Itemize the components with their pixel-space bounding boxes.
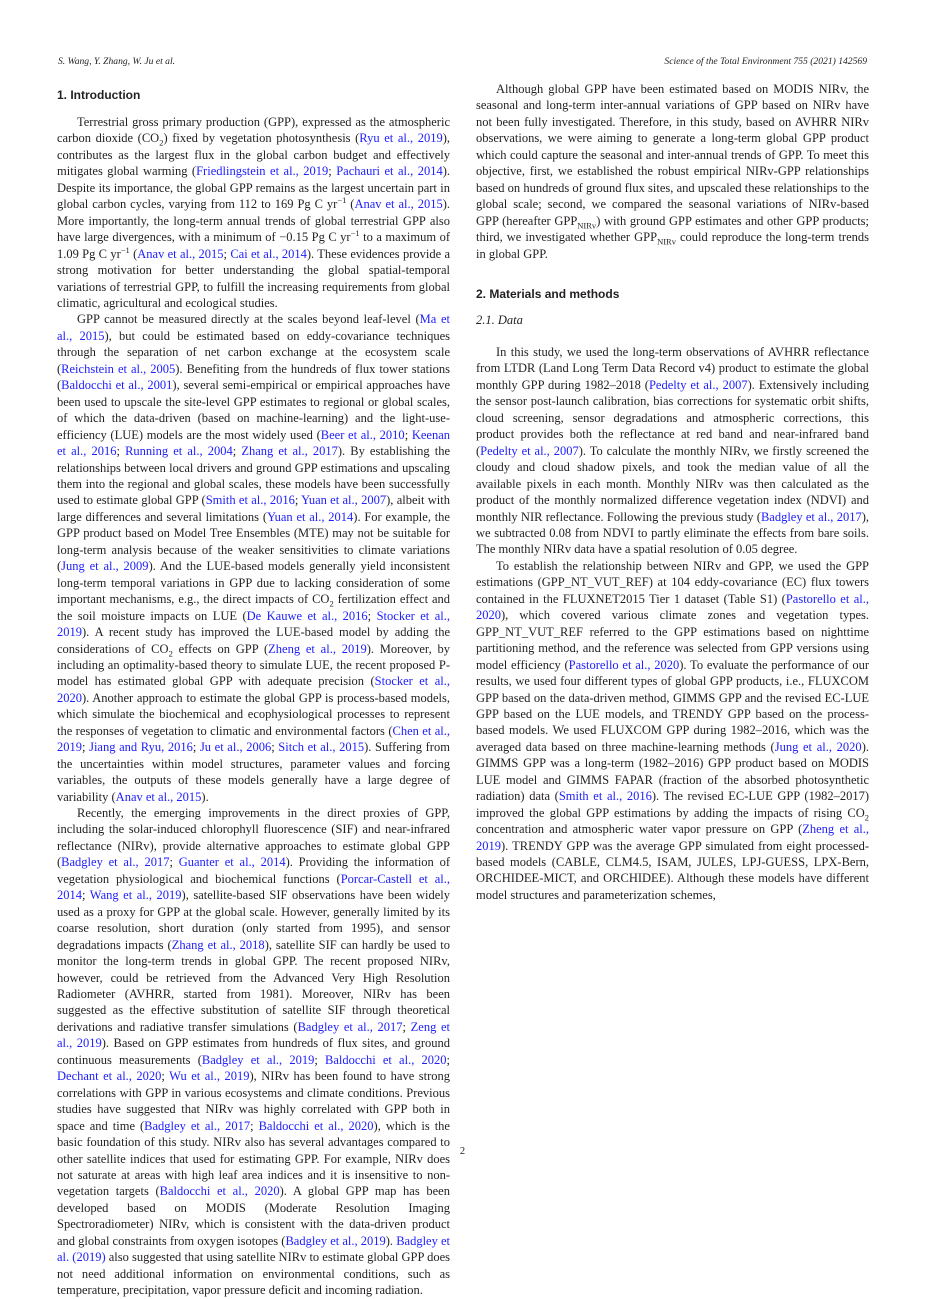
text-run: ; bbox=[82, 740, 90, 755]
citation-link[interactable]: Zhang et al., 2018 bbox=[171, 937, 265, 952]
text-run: ; bbox=[314, 1052, 326, 1067]
text-run: Although global GPP have been estimated based on MODIS NIRv, the seasonal and long-term inter-annual variations of GPP based on NIRv have not been fully investigated. Therefore, in this study, based on AVHRR NIRv observations, we were aiming to generate a long-term global GPP product which could capture the seasonal and inter-annual trends of GPP. To meet this objective, first, we established the robust empirical NIRv-GPP relationships based on hundreds of ground flux sites, and upscaled these relationships to the global scale; second, we compared the seasonal variations of NIRv-based GPP (hereafter GPP bbox=[476, 82, 869, 228]
citation-link[interactable]: Zhang et al., 2017 bbox=[241, 444, 338, 459]
citation-link[interactable]: Zeng et al., 2019 bbox=[57, 1019, 450, 1051]
citation-link[interactable]: Anav et al., 2015 bbox=[137, 246, 224, 261]
citation-link[interactable]: Badgley et al., 2017 bbox=[144, 1118, 251, 1133]
citation-link[interactable]: Anav et al., 2015 bbox=[354, 197, 443, 212]
citation-link[interactable]: Badgley et al. (2019) bbox=[57, 1233, 450, 1265]
text-run: ), which is the basic foundation of this study. NIRv also has several advantages compared to other satellite indices that used for estimating GPP. For example, NIRv does not saturate at areas with high leaf area indices and it is insensitive to non-vegetation targets ( bbox=[57, 1118, 450, 1199]
page-number: 2 bbox=[459, 1146, 466, 1157]
citation-link[interactable]: Stocker et al., 2020 bbox=[57, 674, 450, 705]
citation-link[interactable]: Cai et al., 2014 bbox=[230, 246, 307, 261]
text-run: ). bbox=[201, 789, 209, 804]
citation-link[interactable]: Baldocchi et al., 2020 bbox=[159, 1184, 280, 1199]
text-run: ). Moreover, by including an optimality-based theory to simulate LUE, the recent proposed P-model has estimated global GPP with adequate precision ( bbox=[57, 641, 450, 689]
subscript: 2 bbox=[168, 648, 173, 658]
citation-link[interactable]: Wu et al., 2019 bbox=[169, 1069, 250, 1084]
citation-link[interactable]: Smith et al., 2016 bbox=[205, 493, 295, 508]
citation-link[interactable]: Friedlingstein et al., 2019 bbox=[196, 164, 329, 179]
citation-link[interactable]: Ryu et al., 2019 bbox=[359, 131, 443, 146]
citation-link[interactable]: Pedelty et al., 2007 bbox=[480, 443, 579, 458]
subscript: 2 bbox=[329, 598, 334, 609]
paragraph bbox=[57, 114, 450, 311]
text-run: ; bbox=[402, 1019, 411, 1034]
citation-link[interactable]: Yuan et al., 2014 bbox=[266, 509, 354, 524]
text-run: ; bbox=[328, 164, 337, 179]
citation-link[interactable]: Sitch et al., 2015 bbox=[278, 740, 365, 755]
citation-link[interactable]: Chen et al., 2019 bbox=[57, 723, 450, 755]
text-run: ( bbox=[346, 197, 355, 212]
paragraph bbox=[57, 311, 450, 805]
text-run: ; bbox=[116, 444, 126, 459]
citation-link[interactable]: Baldocchi et al., 2020 bbox=[325, 1052, 447, 1067]
superscript: −1 bbox=[350, 228, 360, 239]
paragraph bbox=[476, 344, 869, 558]
text-run: ; bbox=[223, 246, 231, 261]
citation-link[interactable]: Badgley et al., 2017 bbox=[760, 509, 862, 524]
text-run: ; bbox=[192, 740, 200, 755]
citation-link[interactable]: Ju et al., 2006 bbox=[199, 740, 272, 755]
citation-link[interactable]: Badgley et al., 2017 bbox=[297, 1019, 403, 1034]
text-run: ; bbox=[250, 1118, 259, 1133]
text-run: could reproduce the long-term trends in global GPP. bbox=[476, 230, 869, 261]
text-run: ; bbox=[82, 888, 90, 903]
text-run: ). Providing the information of vegetation physiological and biochemical functions ( bbox=[57, 855, 450, 886]
citation-link[interactable]: Badgley et al., 2017 bbox=[61, 855, 170, 870]
text-run: To establish the relationship between NIRv and GPP, we used the GPP estimations (GPP_NT_VUT_REF) at 104 eddy-covariance (EC) flux towers contained in the FLUXNET2015 Tier 1 dataset (Table S1) ( bbox=[476, 558, 869, 606]
text-run: ), satellite-based SIF observations have been widely used as a proxy for GPP at the global scale. However, generally limited by its coarse resolution, short duration (only started from 1995), and sensor degradations impacts ( bbox=[57, 888, 451, 952]
text-run: ). Despite its importance, the global GPP remains as the largest uncertain part in global carbon cycles, varying from 112 to 169 Pg C yr bbox=[57, 164, 450, 212]
citation-link[interactable]: Wang et al., 2019 bbox=[89, 888, 182, 903]
text-run: ). bbox=[385, 1233, 397, 1248]
superscript: −1 bbox=[337, 195, 347, 206]
text-run: ), but could be estimated based on eddy-covariance techniques through the separation of net carbon exchange at the ecosystem scale ( bbox=[57, 328, 450, 376]
citation-link[interactable]: Baldocchi et al., 2001 bbox=[61, 378, 173, 393]
text-run: ). Benefiting from the hundreds of flux tower stations ( bbox=[57, 361, 450, 393]
citation-link[interactable]: Keenan et al., 2016 bbox=[57, 427, 451, 459]
citation-link[interactable]: Stocker et al., 2019 bbox=[57, 608, 450, 640]
citation-link[interactable]: Zheng et al., 2019 bbox=[268, 641, 367, 656]
citation-link[interactable]: Zheng et al., 2019 bbox=[476, 822, 869, 853]
text-run: ). A global GPP map has been developed based on MODIS (Moderate Resolution Imaging Spectroradiometer) NIRv, which is consistent with the data-driven product and global constraints from oxygen isotopes ( bbox=[57, 1184, 450, 1248]
left-column bbox=[57, 87, 450, 1299]
text-run: ; bbox=[169, 855, 179, 870]
text-run: ). The revised EC-LUE GPP (1982–2017) improved the global GPP estimations by adding the impacts of rising CO bbox=[476, 789, 869, 820]
text-run: ). GIMMS GPP was a long-term (1982–2016) GPP product based on MODIS LUE model and GIMMS FAPAR (fraction of the absorbed photosynthetic radiation) data ( bbox=[476, 739, 869, 804]
text-run: ). Based on GPP estimates from hundreds of flux sites, and ground continuous measurements ( bbox=[57, 1036, 450, 1067]
text-run: also suggested that using satellite NIRv to estimate global GPP does not need additional information on environmental conditions, such as temperature, precipitation, vapor pressure deficit and incoming radiation. bbox=[57, 1250, 450, 1298]
text-run: ) with ground GPP estimates and other GPP products; third, we investigated whether GPP bbox=[476, 213, 869, 245]
citation-link[interactable]: Dechant et al., 2020 bbox=[57, 1069, 162, 1084]
subscript: NIRv bbox=[657, 236, 676, 247]
citation-link[interactable]: Pastorello et al., 2020 bbox=[568, 657, 680, 672]
text-run: ; bbox=[446, 1052, 450, 1067]
text-run: ), albeit with large differences and several limitations ( bbox=[57, 493, 450, 524]
subscript: 2 bbox=[159, 137, 164, 148]
text-run: ; bbox=[161, 1069, 170, 1084]
text-run: effects on GPP ( bbox=[172, 641, 269, 656]
text-run: ), satellite SIF can hardly be used to monitor the long-term trends in global GPP. The recent proposed NIRv, however, could be retrieved from the Advanced Very High Resolution Radiometer (AVHRR, started from 1981). Moreover, NIRv has been suggested as the effective substitution of satellite SIF through theoretical derivations and radiative transfer simulations ( bbox=[57, 937, 450, 1034]
text-run: ; bbox=[271, 740, 279, 755]
paragraph bbox=[476, 558, 869, 904]
text-run: ; bbox=[294, 493, 302, 508]
text-run: ; bbox=[404, 427, 412, 442]
text-run: ; bbox=[367, 608, 377, 623]
subsection-heading-data: 2.1. Data bbox=[476, 312, 523, 327]
citation-link[interactable]: Running et al., 2004 bbox=[125, 444, 233, 459]
citation-link[interactable]: Pachauri et al., 2014 bbox=[336, 164, 443, 179]
citation-link[interactable]: Jung et al., 2009 bbox=[61, 559, 149, 574]
citation-link[interactable]: Badgley et al., 2019 bbox=[285, 1233, 386, 1248]
text-run: ). To evaluate the performance of our results, we used four different types of global GPP products, i.e., FLUXCOM GPP based on the data-driven method, GIMMS GPP and the revised EC-LUE GPP based on the LUE models, and TRENDY GPP based on the process-based models. We used FLUXCOM GPP during 1982–2016, which was the averaged data based on three machine-learning methods ( bbox=[476, 657, 869, 754]
text-run: to a maximum of 1.09 Pg C yr bbox=[57, 230, 451, 261]
text-run: fertilization effect and the soil moisture impacts on LUE ( bbox=[57, 592, 451, 623]
text-run: Recently, the emerging improvements in the direct proxies of GPP, including the solar-induced chlorophyll fluorescence (SIF) and near-infrared reflectance (NIRv), provide alternative approaches to estimate global GPP ( bbox=[57, 806, 450, 870]
text-run: ), several semi-empirical or empirical approaches have been used to upscale the site-level GPP estimates to regional or global scales, of which the data-driven (based on machine-learning) and the light-use-efficiency (LUE) models are the most widely used ( bbox=[57, 378, 450, 442]
text-run: ( bbox=[129, 246, 138, 261]
citation-link[interactable]: Pastorello et al., 2020 bbox=[476, 591, 870, 623]
citation-link[interactable]: Reichstein et al., 2005 bbox=[61, 361, 176, 376]
citation-link[interactable]: Smith et al., 2016 bbox=[558, 789, 652, 804]
citation-link[interactable]: Jiang and Ryu, 2016 bbox=[89, 740, 193, 755]
text-run: ). By establishing the relationships between local drivers and ground GPP estimations and upscaling them into the regional and global scales, these models have been successfully used to estimate global GPP ( bbox=[57, 444, 450, 508]
text-run: ), we subtracted 0.08 from NDVI to partly eliminate the effects from bare soils. The monthly NIRv data have a spatial resolution of 0.05 degree. bbox=[476, 509, 869, 557]
citation-link[interactable]: Porcar-Castell et al., 2014 bbox=[57, 871, 451, 903]
text-run: ). More importantly, the long-term annual trends of global terrestrial GPP also have large divergences, with a minimum of −0.15 Pg C yr bbox=[57, 197, 450, 245]
citation-link[interactable]: Yuan et al., 2007 bbox=[301, 493, 387, 508]
text-run: ). A recent study has improved the LUE-based model by adding the considerations of CO bbox=[57, 625, 450, 656]
paragraph bbox=[57, 805, 450, 1299]
text-run: ) fixed by vegetation photosynthesis ( bbox=[163, 131, 360, 146]
text-run: Terrestrial gross primary production (GPP), expressed as the atmospheric carbon dioxide (CO bbox=[57, 115, 450, 146]
running-header-journal: Science of the Total Environment 755 (2021) 142569 bbox=[664, 56, 867, 67]
citation-link[interactable]: De Kauwe et al., 2016 bbox=[246, 608, 368, 623]
paragraph-continuation bbox=[476, 81, 869, 262]
subscript: 2 bbox=[864, 812, 869, 823]
section-heading-materials-methods: 2. Materials and methods bbox=[476, 286, 620, 301]
citation-link[interactable]: Ma et al., 2015 bbox=[57, 312, 450, 343]
text-run: ). These evidences provide a strong motivation for better understanding the global spatial-temporal variations of terrestrial GPP, to fulfill the increasing requirements from global climatic, agricultural and ecological studies. bbox=[57, 246, 450, 310]
text-run: ), contributes as the largest flux in the global carbon budget and effectively mitigates global warming ( bbox=[57, 131, 450, 179]
citation-link[interactable]: Guanter et al., 2014 bbox=[178, 855, 286, 870]
subscript: NIRv bbox=[577, 220, 597, 231]
superscript: −1 bbox=[120, 244, 130, 255]
citation-link[interactable]: Badgley et al., 2019 bbox=[201, 1052, 315, 1067]
section-heading-introduction: 1. Introduction bbox=[57, 88, 141, 102]
running-header-authors: S. Wang, Y. Zhang, W. Ju et al. bbox=[58, 56, 176, 67]
text-run: ; bbox=[232, 444, 242, 459]
text-run: ). Another approach to estimate the global GPP is process-based models, which simulate the biochemical and ecophysiological processes to represent the responses of vegetation to climatic and environmental factors ( bbox=[57, 690, 450, 738]
right-column bbox=[476, 81, 869, 903]
text-run: In this study, we used the long-term observations of AVHRR reflectance from LTDR (Land Long Term Data Record v4) product to estimate the global monthly GPP during 1982–2018 ( bbox=[476, 344, 869, 392]
text-run: ). Extensively including the sensor post-launch calibration, bias corrections for systematic orbit shifts, cloud screening, sensor degradations and atmospheric corrections, this product provides both the reflectance at red band and near-infrared band ( bbox=[476, 377, 869, 458]
citation-link[interactable]: Baldocchi et al., 2020 bbox=[258, 1118, 374, 1133]
citation-link[interactable]: Pedelty et al., 2007 bbox=[648, 377, 748, 392]
text-run: ). To calculate the monthly NIRv, we firstly screened the cloudy and cloud shadow pixels, and took the median value of all the available pixels in each month. Monthly NIRv was then calculated as the product of the monthly normalized difference vegetation index (NDVI) and monthly NIR reflectance. Following the previous study ( bbox=[476, 443, 869, 524]
citation-link[interactable]: Beer et al., 2010 bbox=[320, 427, 405, 442]
text-run: ). For example, the GPP product based on Model Tree Ensembles (MTE) may not be suitable for long-term analysis because of the weaker sensitivities to climate variations ( bbox=[57, 509, 450, 574]
text-run: concentration and atmospheric water vapor pressure on GPP ( bbox=[476, 822, 803, 837]
text-run: ). And the LUE-based models generally yield inconsistent long-term temporal variations in GPP due to lacking consideration of some important mechanisms, e.g., the direct impacts of CO bbox=[57, 559, 450, 607]
text-run: ). TRENDY GPP was the average GPP simulated from eight processed-based models (CABLE, CLM4.5, ISAM, JULES, LPJ-GUESS, LPX-Bern, ORCHIDEE-MICT, and ORCHIDEE). Although these models have different model structures and parameterization schemes, bbox=[476, 838, 869, 902]
text-run: ). Suffering from the uncertainties within model structures, parameter values and forcing variables, the outputs of these models generally have a large degree of variability ( bbox=[57, 740, 450, 804]
text-run: GPP cannot be measured directly at the scales beyond leaf-level ( bbox=[77, 312, 420, 327]
citation-link[interactable]: Anav et al., 2015 bbox=[115, 789, 202, 804]
citation-link[interactable]: Jung et al., 2020 bbox=[774, 739, 862, 754]
text-run: ), NIRv has been found to have strong correlations with GPP in various ecosystems and climate conditions. Previous studies have suggested that NIRv was highly correlated with GPP both in space and time ( bbox=[57, 1069, 451, 1133]
text-run: ), which covered various climate zones and vegetation types. GPP_NT_VUT_REF referred to the GPP estimations based on nighttime partitioning method, and the reference was selected from GPP versions using model efficiency ( bbox=[476, 608, 869, 672]
